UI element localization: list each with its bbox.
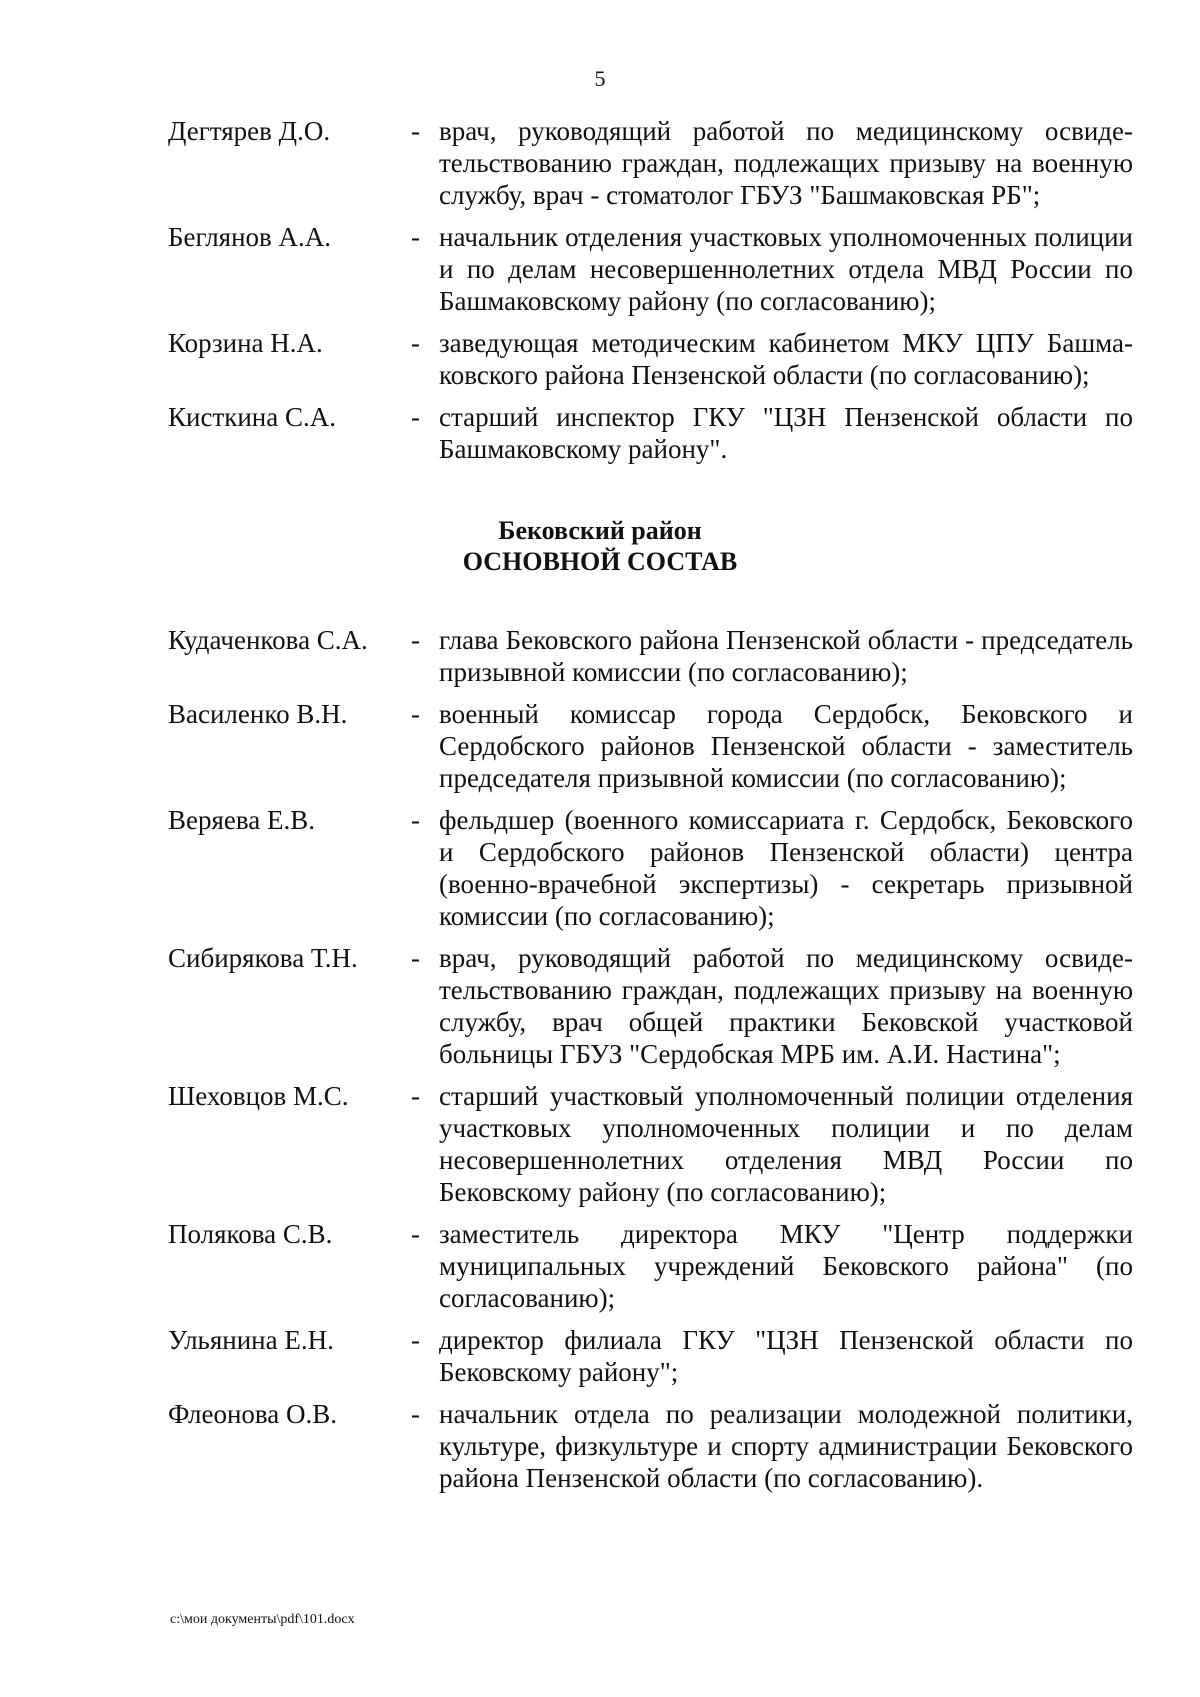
district-title: Бековский район — [498, 516, 702, 545]
member-name: Ульянина Е.Н. — [168, 1325, 334, 1355]
dash-separator: - — [411, 943, 420, 973]
member-description: военный комиссар города Сердобск, Бековского и Сердобского районов Пензенской области - заместитель председателя призывной комиссии (по согласованию); — [439, 699, 1133, 793]
member-entry — [168, 221, 1133, 317]
member-name: Полякова С.В. — [168, 1219, 333, 1249]
member-entry — [168, 1080, 1133, 1208]
member-description: фельдшер (военного комиссариата г. Сердобск, Бековского и Сердобского районов Пензенской области) центра (военно-врачебной экспертизы) - секретарь призывной комиссии (по согласованию); — [439, 805, 1133, 931]
member-name: Кисткина С.А. — [168, 402, 336, 432]
member-description: заведующая методическим кабинетом МКУ ЦПУ Башмаковского района Пензенской области (по согласованию); — [439, 328, 1133, 390]
top-member-list — [168, 115, 1133, 475]
member-description: заместитель директора МКУ "Центр поддержки муниципальных учреждений Бековского района" (по согласованию); — [439, 1219, 1133, 1313]
section-heading — [0, 515, 1200, 577]
dash-separator: - — [411, 1219, 420, 1249]
member-name: Дегтярев Д.О. — [168, 116, 331, 146]
member-name: Флеонова О.В. — [168, 1399, 338, 1429]
composition-title: ОСНОВНОЙ СОСТАВ — [462, 547, 738, 576]
member-description: старший участковый уполномоченный полиции отделения участковых уполномоченных полиции и по делам несовершеннолетних отделения МВД России по Бековскому району (по согласованию); — [439, 1081, 1133, 1207]
dash-separator: - — [411, 222, 420, 252]
member-entry — [168, 624, 1133, 688]
member-entry — [168, 942, 1133, 1070]
member-name: Василенко В.Н. — [168, 699, 348, 729]
dash-separator: - — [411, 1325, 420, 1355]
page-number: 5 — [594, 66, 606, 91]
member-name: Корзина Н.А. — [168, 328, 323, 358]
footer-file-path: c:\мои документы\pdf\101.docx — [170, 1612, 355, 1627]
dash-separator: - — [411, 1081, 420, 1111]
member-description: глава Бековского района Пензенской области - председатель призывной комиссии (по согласованию); — [439, 625, 1133, 687]
member-entry — [168, 115, 1133, 211]
dash-separator: - — [411, 402, 420, 432]
dash-separator: - — [411, 699, 420, 729]
member-entry — [168, 698, 1133, 794]
member-name: Сибирякова Т.Н. — [168, 943, 358, 973]
member-entry — [168, 1398, 1133, 1494]
member-entry — [168, 327, 1133, 391]
member-name: Беглянов А.А. — [168, 222, 332, 252]
dash-separator: - — [411, 625, 420, 655]
member-description: начальник отдела по реализации молодежной политики, культуре, физкультуре и спорту администрации Бековского района Пензенской области (по согласованию). — [439, 1399, 1133, 1493]
member-name: Веряева Е.В. — [168, 805, 316, 835]
dash-separator: - — [411, 328, 420, 358]
member-description: директор филиала ГКУ "ЦЗН Пензенской области по Бековскому району"; — [439, 1325, 1133, 1387]
dash-separator: - — [411, 805, 420, 835]
member-entry — [168, 1324, 1133, 1388]
main-member-list — [168, 624, 1133, 1504]
member-description: начальник отделения участковых уполномоченных полиции и по делам несовершеннолетних отдела МВД России по Башмаковскому району (по согласованию); — [439, 222, 1133, 316]
member-entry — [168, 1218, 1133, 1314]
member-name: Кудаченкова С.А. — [168, 625, 368, 655]
member-description: старший инспектор ГКУ "ЦЗН Пензенской области по Башмаковскому району". — [439, 402, 1133, 464]
dash-separator: - — [411, 1399, 420, 1429]
dash-separator: - — [411, 116, 420, 146]
member-description: врач, руководящий работой по медицинскому освидетельствованию граждан, подлежащих призыву на военную службу, врач общей практики Бековской участковой больницы ГБУЗ "Сердобская МРБ им. А.И. Настина"; — [439, 943, 1133, 1069]
member-entry — [168, 804, 1133, 932]
member-description: врач, руководящий работой по медицинскому освидетельствованию граждан, подлежащих призыву на военную службу, врач - стоматолог ГБУЗ "Башмаковская РБ"; — [439, 116, 1133, 210]
member-entry — [168, 401, 1133, 465]
member-name: Шеховцов М.С. — [168, 1081, 349, 1111]
